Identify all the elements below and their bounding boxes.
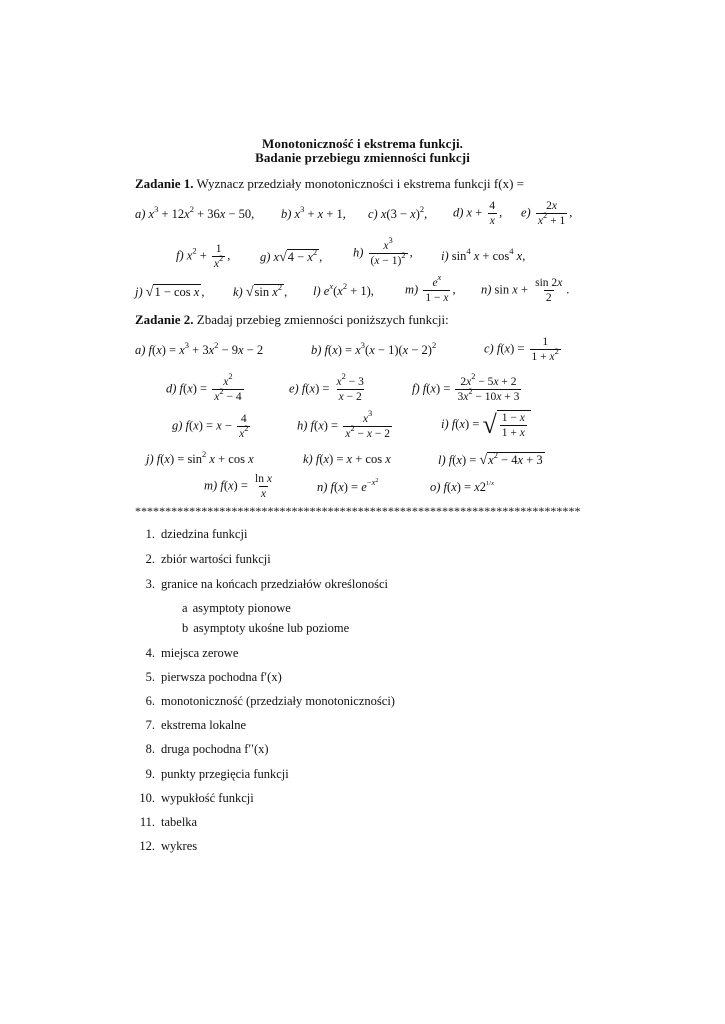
- list-item: [125, 767, 289, 782]
- step-number: 3.: [145, 577, 155, 591]
- step-text: druga pochodna f′′(x): [161, 742, 269, 756]
- formula-2d: d) f(x) = $\frac{x^2}{x^2 - 4}$: [166, 371, 242, 403]
- list-item: [125, 815, 197, 830]
- formula-1l: l) $e^x(x^2 + 1)$,: [313, 281, 374, 298]
- sub-list-item: [182, 621, 349, 636]
- title-line-2: Badanie przebiegu zmienności funkcji: [255, 150, 470, 165]
- substep-letter: b: [182, 621, 189, 635]
- formula-1b: b) $x^3 + x + 1$,: [281, 204, 346, 221]
- substep-text: asymptoty pionowe: [192, 601, 291, 615]
- step-number: 10.: [139, 791, 155, 805]
- sub-list-item: [182, 601, 291, 616]
- list-item: [125, 694, 395, 709]
- step-text: pierwsza pochodna f′(x): [161, 670, 282, 684]
- substep-letter: a: [182, 601, 188, 615]
- list-item: [125, 839, 197, 854]
- list-item: [125, 670, 282, 685]
- list-item: [125, 791, 254, 806]
- step-text: granice na końcach przedziałów określoności: [161, 577, 388, 591]
- formula-2l: l) $f(x) = √x^2 - 4x + 3$: [438, 450, 543, 468]
- formula-2e: e) f(x) = $\frac{x^2 - 3}{x - 2}$: [289, 371, 364, 403]
- formula-1k: k) √sin $x^2$ ,: [233, 282, 288, 300]
- formula-1c: c) $x(3 - x)^2$,: [368, 204, 428, 221]
- list-item: [125, 646, 238, 661]
- task-1-label: Zadanie 1.: [135, 176, 194, 191]
- formula-1g: g) $x√4 - x^2$ ,: [260, 247, 323, 265]
- list-item: [125, 718, 246, 733]
- formula-1m: m) $\frac{e^x}{1 - x}$ ,: [405, 272, 456, 304]
- formula-2c: c) f(x) = $\frac{1}{1 + x^2}$: [484, 336, 559, 363]
- formula-1j: j) √1 − cos x ,: [135, 285, 205, 300]
- task-1-text: Wyznacz przedziały monotoniczności i ekstrema funkcji f(x) =: [196, 176, 524, 191]
- formula-2o: o) $f(x) = x2^{1/x}$: [430, 480, 494, 494]
- substep-text: asymptoty ukośne lub poziome: [193, 621, 350, 635]
- formula-2f: f) f(x) = $\frac{2x^2 - 5x + 2}{3x^2 - 10x + 3}$: [412, 371, 520, 403]
- formula-2h: h) f(x) = $\frac{x^3}{x^2 - x - 2}$: [297, 408, 390, 440]
- formula-2i: i) f(x) = √ $\frac{1 - x}{1 + x}$: [441, 410, 531, 440]
- step-text: wykres: [161, 839, 198, 853]
- formula-1i: i) $\sin^4 x + \cos^4 x$,: [441, 246, 526, 263]
- list-item: [125, 742, 269, 757]
- step-text: zbiór wartości funkcji: [161, 552, 271, 566]
- step-text: monotoniczność (przedziały monotoniczności): [161, 694, 395, 708]
- step-text: wypukłość funkcji: [161, 791, 254, 805]
- formula-1n: n) sin x + $\frac{\sin 2x}{2}$ .: [481, 277, 570, 304]
- step-number: 2.: [145, 552, 155, 566]
- step-text: miejsca zerowe: [161, 646, 239, 660]
- separator-stars: **************************************************************************: [135, 504, 581, 518]
- step-number: 8.: [145, 742, 155, 756]
- formula-2n: n) $f(x) = e^{-x^2}$: [317, 477, 379, 494]
- formula-2b: b) $f(x) = x^3(x - 1)(x - 2)^2$: [311, 340, 437, 357]
- formula-1e: e) $\frac{2x}{x^2 + 1}$ ,: [521, 200, 573, 227]
- formula-2g: g) f(x) = x − $\frac{4}{x^2}$: [172, 413, 249, 440]
- step-number: 7.: [145, 718, 155, 732]
- step-number: 11.: [139, 815, 155, 829]
- formula-2j: j) $f(x) = \sin^2 x + \cos x$: [146, 449, 254, 466]
- list-item: [125, 552, 271, 567]
- formula-2a: a) $f(x) = x^3 + 3x^2 - 9x - 2$: [135, 340, 264, 357]
- task-1-heading: [135, 176, 524, 192]
- step-number: 12.: [139, 839, 155, 853]
- formula-2k: k) f(x) = x + cos x: [303, 452, 391, 466]
- step-number: 1.: [145, 527, 155, 541]
- formula-1d: d) x + $\frac{4}{x}$ ,: [453, 200, 503, 227]
- formula-1f: f) $x^2$ + $\frac{1}{x^2}$ ,: [176, 243, 231, 270]
- formula-1a: a) $x^3 + 12x^2 + 36x - 50$,: [135, 204, 255, 221]
- step-number: 5.: [145, 670, 155, 684]
- step-number: 6.: [145, 694, 155, 708]
- step-text: ekstrema lokalne: [161, 718, 247, 732]
- step-text: punkty przegięcia funkcji: [161, 767, 289, 781]
- formula-1h: h) $\frac{x^3}{(x - 1)^2}$ ,: [353, 235, 413, 267]
- task-2-text: Zbadaj przebieg zmienności poniższych funkcji:: [196, 312, 449, 327]
- title-line-1: Monotoniczność i ekstrema funkcji.: [261, 136, 464, 151]
- task-2-label: Zadanie 2.: [135, 312, 194, 327]
- list-item: [125, 577, 388, 592]
- step-number: 4.: [145, 646, 155, 660]
- step-number: 9.: [145, 767, 155, 781]
- task-2-heading: [135, 312, 449, 328]
- step-text: dziedzina funkcji: [161, 527, 248, 541]
- step-text: tabelka: [161, 815, 198, 829]
- list-item: [125, 527, 247, 542]
- formula-2m: m) f(x) = $\frac{\text{ln x}}{x}$: [204, 473, 272, 500]
